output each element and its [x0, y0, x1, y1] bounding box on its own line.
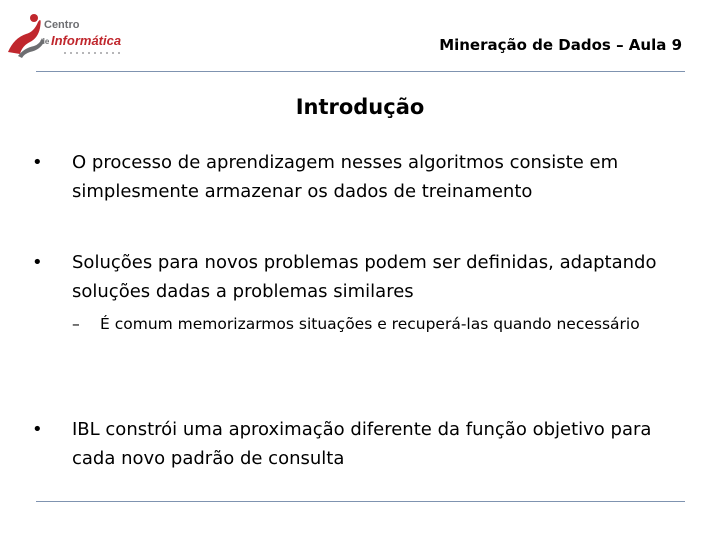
- bullet-marker: •: [32, 152, 43, 173]
- bullet-text: O processo de aprendizagem nesses algoritmos consiste em simplesmente armazenar os dados de treinamento: [72, 152, 619, 202]
- slide-title: Introdução: [295, 95, 425, 119]
- bullet-marker: •: [32, 252, 43, 273]
- bullet-text: IBL constrói uma aproximação diferente da função objetivo para cada novo padrão de consulta: [72, 419, 652, 469]
- header-title: Mineração de Dados – Aula 9: [439, 36, 682, 54]
- logo-text-centro: Centro: [44, 19, 80, 31]
- logo-graphic: [4, 8, 132, 62]
- bullet-marker: •: [32, 419, 43, 440]
- bullet-text: Soluções para novos problemas podem ser definidas, adaptando soluções dadas a problemas similares: [72, 252, 657, 302]
- bullet-item: [32, 148, 692, 206]
- sub-bullet-marker: –: [72, 315, 80, 333]
- bullet-item: [32, 415, 692, 473]
- sub-bullet-item: [72, 312, 672, 337]
- header-divider: [36, 71, 685, 72]
- footer-divider: [36, 501, 685, 502]
- logo-text-de: de: [40, 37, 50, 46]
- centro-de-informatica-logo: [4, 8, 132, 62]
- sub-bullet-text: É comum memorizarmos situações e recuperá-las quando necessário: [100, 315, 640, 333]
- bullet-item: [32, 248, 692, 306]
- logo-text-informatica: Informática: [51, 33, 122, 48]
